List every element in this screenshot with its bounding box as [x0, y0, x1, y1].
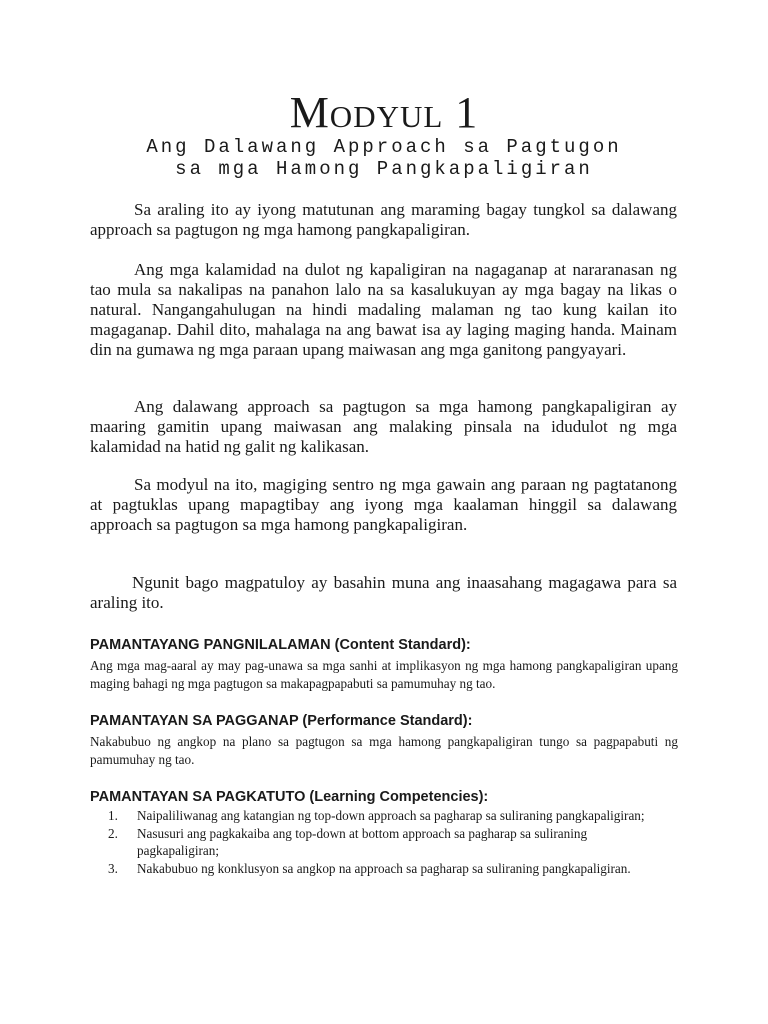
list-item-text: Naipaliliwanag ang katangian ng top-down approach sa pagharap sa suliraning pangkapaligiran; [137, 808, 645, 823]
module-focus-paragraph: Sa modyul na ito, magiging sentro ng mga gawain ang paraan ng pagtatanong at pagtuklas upang mapagtibay ang iyong mga kaalaman hinggil sa dalawang approach sa pagtugon sa mga hamong pangkapaligiran. [90, 475, 677, 534]
list-item [108, 825, 668, 860]
performance-standard-text: Nakabubuo ng angkop na plano sa pagtugon sa mga hamong pangkapaligiran tungo sa pagpapabuti ng pamumuhay ng tao. [90, 734, 678, 767]
list-item-text: Nakabubuo ng konklusyon sa angkop na approach sa pagharap sa suliraning pangkapaligiran. [137, 860, 631, 876]
content-standard-text: Ang mga mag-aaral ay may pag-unawa sa mga sanhi at implikasyon ng mga hamong pangkapaligiran upang maging bahagi ng mga pagtugon sa makapagpapabuti sa pamumuhay ng tao. [90, 658, 678, 691]
reading-instruction-paragraph: Ngunit bago magpatuloy ay basahin muna ang inaasahang magagawa para sa araling ito. [90, 573, 677, 612]
module-title: Modyul 1 [289, 88, 479, 137]
module-subtitle-line-1: Ang Dalawang Approach sa Pagtugon [146, 136, 622, 158]
learning-competencies-heading: PAMANTAYAN SA PAGKATUTO (Learning Competencies): [90, 789, 489, 805]
list-item-number: 3. [108, 860, 118, 876]
list-item [108, 807, 668, 825]
performance-standard-heading: PAMANTAYAN SA PAGGANAP (Performance Standard): [90, 713, 473, 729]
approach-paragraph: Ang dalawang approach sa pagtugon sa mga hamong pangkapaligiran ay maaring gamitin upang maiwasan ang malaking pinsala na idudulot ng mga kalamidad na hatid ng galit ng kalikasan. [90, 397, 677, 456]
list-item-text: Nasusuri ang pagkakaiba ang top-down at bottom approach sa pagharap sa suliraning pagkapaligiran; [137, 825, 588, 858]
content-standard-heading: PAMANTAYANG PANGNILALAMAN (Content Standard): [90, 637, 471, 653]
list-item-number: 1. [108, 808, 118, 823]
list-item [108, 860, 668, 878]
list-item-number: 2. [108, 825, 118, 841]
module-subtitle-line-2: sa mga Hamong Pangkapaligiran [175, 158, 593, 180]
calamities-paragraph: Ang mga kalamidad na dulot ng kapaligiran na nagaganap at nararanasan ng tao mula sa nakalipas na panahon lalo na sa kasalukuyan ay mga bagay na likas o natural. Nangangahulugan na hindi madaling malaman ng tao kung kailan ito magaganap. Dahil dito, mahalaga na ang bawat isa ay laging maging handa. Mainam din na gumawa ng mga paraan upang maiwasan ang mga ganitong pangyayari. [90, 260, 677, 359]
learning-competencies-list [108, 807, 668, 877]
intro-paragraph: Sa araling ito ay iyong matutunan ang maraming bagay tungkol sa dalawang approach sa pagtugon ng mga hamong pangkapaligiran. [90, 200, 677, 239]
